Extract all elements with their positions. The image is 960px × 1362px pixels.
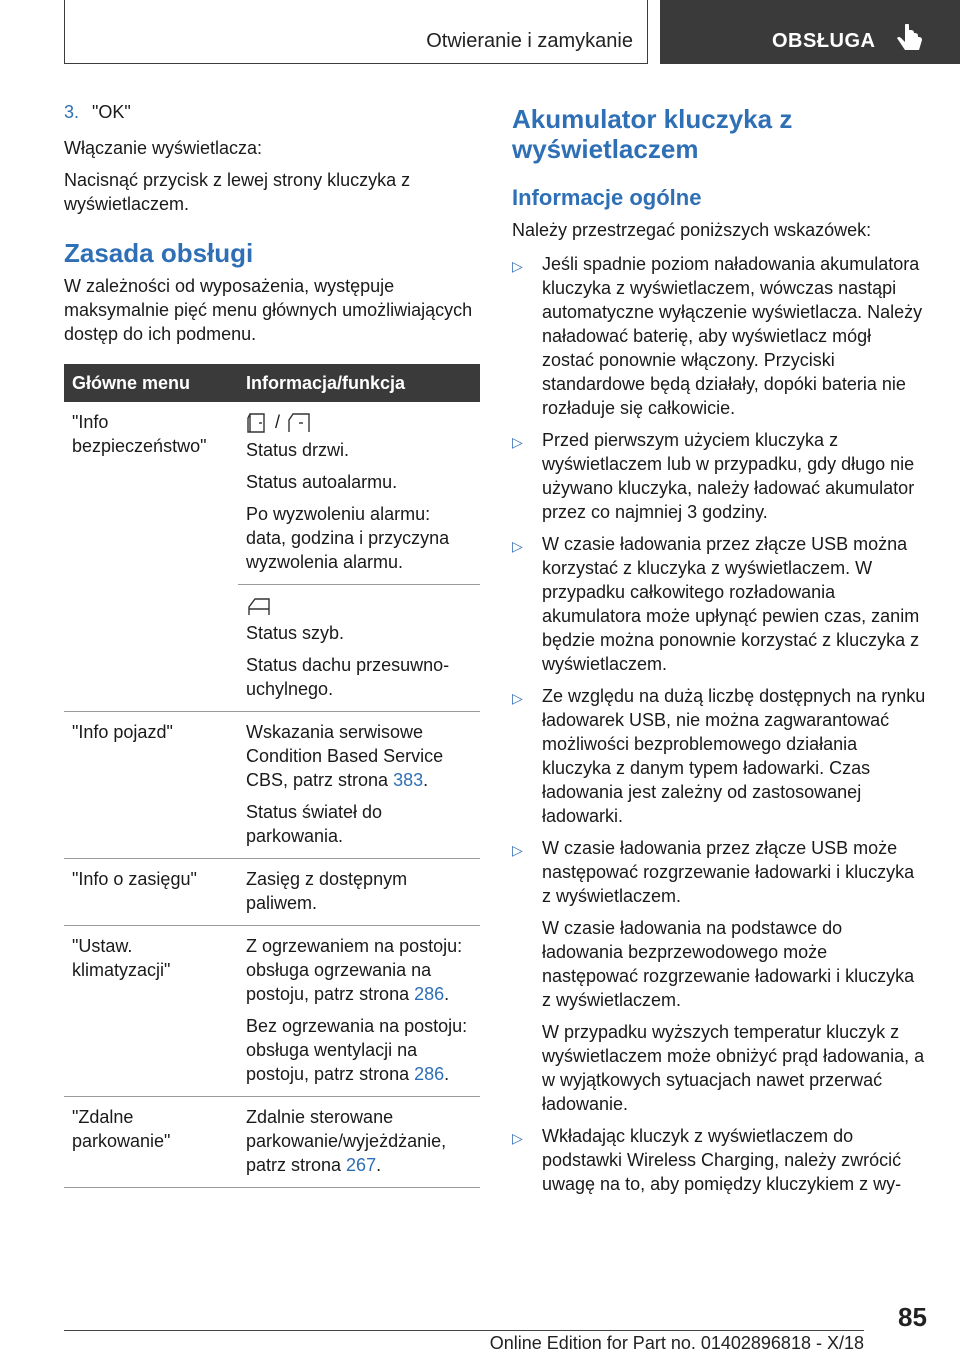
menu-cell: "Ustaw. klimatyzacji" [64, 926, 238, 1097]
step-text: "OK" [92, 102, 131, 122]
bullet-text: W czasie ładowania przez złącze USB może następować rozgrzewanie ładowarki i kluczyka z wyświetlaczem. [542, 838, 915, 906]
general-info-heading: Informacje ogólne [512, 185, 702, 210]
page-link[interactable]: 286 [414, 984, 445, 1005]
table-row [64, 712, 480, 859]
menu-cell: "Info o zasięgu" [64, 859, 238, 926]
punctuation: . [444, 1064, 450, 1085]
page-link[interactable]: 383 [393, 770, 424, 791]
info-cell [238, 712, 480, 859]
menu-cell: "Zdalne parkowanie" [64, 1097, 238, 1188]
heating-text: Z ogrzewaniem na postoju: obsługa ogrzewania na postoju, patrz strona [246, 936, 463, 1005]
door-status: Status drzwi. [246, 440, 350, 461]
bullet-triangle-icon: ▷ [512, 690, 523, 706]
car-side-door-icon [285, 412, 313, 434]
door-icon [246, 412, 270, 434]
right-column [512, 104, 928, 1204]
display-on-text: Nacisnąć przycisk z lewej strony kluczyka z wyświetlaczem. [64, 170, 411, 214]
window-status: Status szyb. [246, 623, 345, 644]
remote-parking-text: Zdalnie sterowane parkowanie/wyjeżdżanie, patrz strona [246, 1107, 447, 1176]
bullet-triangle-icon: ▷ [512, 842, 523, 858]
cbs-text: Wskazania serwisowe Condition Based Service CBS, patrz strona [246, 722, 444, 791]
bullet-text-extra: W czasie ładowania na podstawce do ładowania bezprzewodowego może następować rozgrzewanie ładowarki i kluczyka z wyświetlaczem. [542, 918, 915, 1010]
info-cell [238, 585, 480, 712]
page-number: 85 [898, 1302, 927, 1332]
list-item [512, 684, 928, 828]
parking-lights-status: Status świateł do parkowania. [246, 802, 383, 847]
bullet-text: Przed pierwszym użyciem kluczyka z wyświetlaczem lub w przypadku, gdy długo nie używano kluczyka, należy ładować akumulator przez co najmniej 3 godziny. [542, 430, 915, 522]
step-number: 3. [64, 102, 80, 122]
sunroof-status: Status dachu przesuwno-uchylnego. [246, 655, 450, 700]
table-row [64, 402, 480, 585]
ventilation-text: Bez ogrzewania na postoju: obsługa wentylacji na postoju, patrz strona [246, 1016, 468, 1085]
footer-edition: Online Edition for Part no. 01402896818 - X/18 [489, 1333, 864, 1353]
range-info: Zasięg z dostępnym paliwem. [246, 869, 408, 914]
page-link[interactable]: 286 [414, 1064, 445, 1085]
bullet-text: Jeśli spadnie poziom naładowania akumulatora kluczyka z wyświetlaczem, wówczas nastąpi automatyczne wyłączenie wyświetlacza. Należy naładować baterię, aby wyświetlacz mógł zostać ponownie włączony. Przyciski standardowe będą działały, dopóki bateria nie rozładuje się całkowicie. [542, 254, 923, 418]
operation-principle-heading: Zasada obsługi [64, 238, 254, 268]
punctuation: . [423, 770, 429, 791]
punctuation: . [444, 984, 450, 1005]
bullet-triangle-icon: ▷ [512, 434, 523, 450]
punctuation: . [376, 1155, 382, 1176]
header-chapter-title: OBSŁUGA [772, 30, 876, 52]
footer-divider [64, 1330, 864, 1331]
bullet-text: W czasie ładowania przez złącze USB można korzystać z kluczyka z wyświetlaczem. W przypadku całkowitego rozładowania akumulatora może upłynąć pewien czas, zanim będzie można ponownie korzystać z kluczyka z wyświetlaczem. [542, 534, 920, 674]
alarm-trigger-info: Po wyzwoleniu alarmu: data, godzina i przyczyna wyzwolenia alarmu. [246, 504, 450, 573]
info-cell [238, 402, 480, 585]
step-3 [64, 100, 480, 124]
bullet-triangle-icon: ▷ [512, 538, 523, 554]
table-row [64, 859, 480, 926]
info-cell [238, 859, 480, 926]
page-link[interactable]: 267 [346, 1155, 377, 1176]
list-item [512, 428, 928, 524]
operation-intro: W zależności od wyposażenia, występuje maksymalnie pięć menu głównych umożliwiających dostęp do ich podmenu. [64, 276, 473, 344]
display-on-label: Włączanie wyświetlacza: [64, 138, 263, 158]
header-chapter-box [660, 0, 960, 64]
bullet-text-extra: W przypadku wyższych temperatur kluczyk z wyświetlaczem może obniżyć prąd ładowania, a w wyjątkowych sytuacjach nawet przerwać ładowanie. [542, 1022, 925, 1114]
col-header-menu: Główne menu [64, 364, 238, 402]
main-menu-table [64, 364, 480, 1188]
table-row [64, 1097, 480, 1188]
info-cell [238, 1097, 480, 1188]
info-cell [238, 926, 480, 1097]
header-section-box [64, 0, 648, 64]
list-item [512, 532, 928, 676]
col-header-info: Informacja/funkcja [238, 364, 480, 402]
general-intro: Należy przestrzegać poniższych wskazówek: [512, 220, 872, 240]
icon-separator: / [275, 412, 281, 432]
list-item [512, 252, 928, 420]
battery-heading: Akumulator kluczyka z wyświetlaczem [512, 104, 793, 164]
bullet-triangle-icon: ▷ [512, 1130, 523, 1146]
menu-cell: "Info bezpieczeństwo" [64, 402, 238, 712]
alarm-status: Status autoalarmu. [246, 472, 398, 493]
bullet-text: Ze względu na dużą liczbę dostępnych na rynku ładowarek USB, nie można zagwarantować możliwości bezproblemowego działania kluczyka z danym typem ładowarki. Czas ładowania jest zależny od zastosowanej ładowarki. [542, 686, 926, 826]
bullet-triangle-icon: ▷ [512, 258, 523, 274]
left-column [64, 100, 480, 1188]
list-item [512, 836, 928, 1116]
bullet-text: Wkładając kluczyk z wyświetlaczem do podstawki Wireless Charging, należy zwrócić uwagę na to, aby pomiędzy kluczykiem z wy- [542, 1126, 902, 1194]
list-item [512, 1124, 928, 1196]
window-icon [246, 597, 272, 617]
table-row [64, 926, 480, 1097]
menu-cell: "Info pojazd" [64, 712, 238, 859]
header-section-title: Otwieranie i zamykanie [426, 30, 633, 52]
hand-pointer-icon [896, 24, 926, 56]
